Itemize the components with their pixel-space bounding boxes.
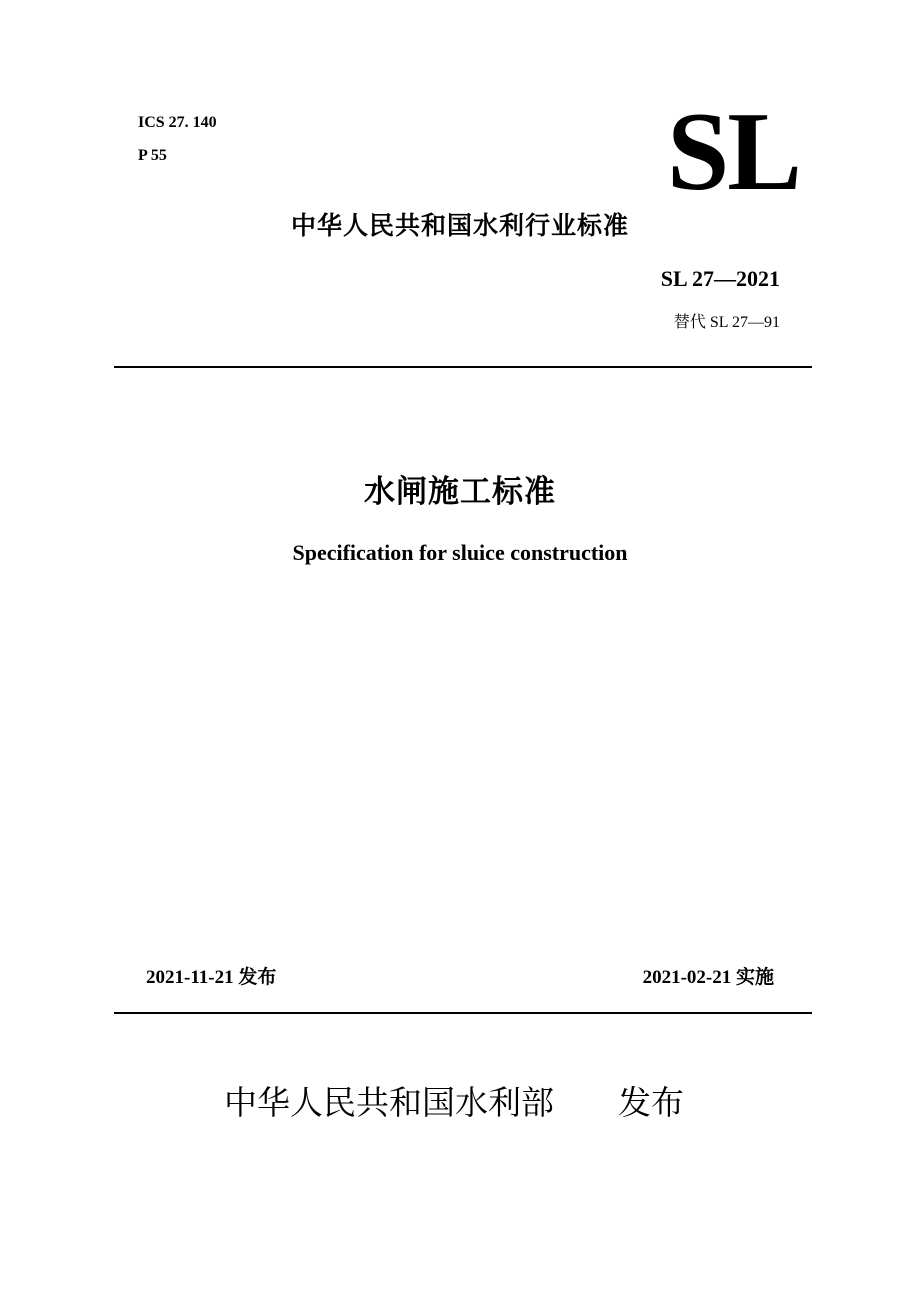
document-title: 水闸施工标准 xyxy=(364,474,556,510)
publisher-name: 中华人民共和国水利部 xyxy=(224,1083,554,1122)
document-title-english: Specification for sluice construction xyxy=(292,540,628,565)
issue-date: 2021-11-21 发布 xyxy=(146,967,277,988)
ccs-code: P 55 xyxy=(138,147,167,164)
top-divider xyxy=(114,366,812,368)
standard-number: SL 27—2021 xyxy=(660,266,780,291)
ics-code: ICS 27. 140 xyxy=(138,114,217,131)
replaces-standard: 替代 SL 27—91 xyxy=(673,314,780,331)
implementation-date: 2021-02-21 实施 xyxy=(642,967,774,988)
sl-logo: SL xyxy=(667,90,800,214)
publisher-action: 发布 xyxy=(618,1083,684,1122)
bottom-divider xyxy=(114,1012,812,1014)
industry-standard-title: 中华人民共和国水利行业标准 xyxy=(290,211,629,240)
publisher-line xyxy=(224,1080,684,1126)
